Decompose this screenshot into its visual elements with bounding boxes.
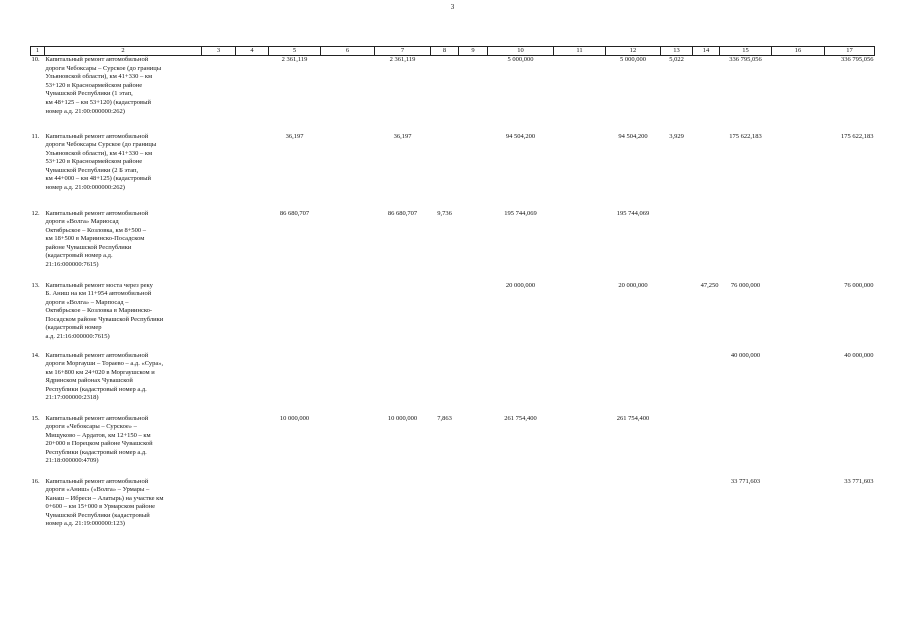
cell-col-7: 86 680,707 — [387, 209, 418, 217]
description-line: дороги Моргауши – Тораево – а.д. «Сура», — [45, 360, 164, 368]
description-line: Ядринском районах Чувашской — [45, 377, 133, 385]
cell-col-17: 175 622,183 — [841, 132, 874, 140]
cell-col-14: 47,250 — [700, 281, 719, 289]
col-header: 5 — [269, 47, 321, 56]
cell-col-11 — [554, 478, 606, 548]
cell-col-5: 2 361,119 — [281, 56, 308, 63]
col-header: 15 — [720, 47, 772, 56]
description-line: дороги «Чебоксары – Сурское» – — [45, 423, 137, 431]
cell-col-11 — [554, 415, 606, 478]
col-header: 16 — [772, 47, 825, 56]
cell-col-17: 336 795,056 — [841, 56, 874, 63]
cell-col-10: 5 000,000 — [507, 56, 534, 63]
cell-col-5 — [269, 282, 321, 352]
cell-col-15: 40 000,000 — [730, 351, 761, 359]
cell-col-11 — [554, 133, 606, 210]
cell-col-14 — [693, 210, 720, 282]
description-line: дороги Чебоксары Сурское (до границы — [45, 141, 157, 149]
cell-col-16 — [772, 133, 825, 210]
object-description — [45, 210, 202, 282]
description-line: Капитальный ремонт автомобильной — [45, 351, 149, 359]
cell-col-14 — [693, 133, 720, 210]
cell-col-17 — [825, 210, 875, 282]
cell-col-5 — [269, 352, 321, 415]
col-header: 11 — [554, 47, 606, 56]
description-line: Республики (кадастровый номер а.д. — [45, 385, 147, 393]
cell-col-11 — [554, 352, 606, 415]
description-line: дороги «Аниш» («Волга» – Урмары – — [45, 486, 150, 494]
description-line: 21:17:000000:2318) — [45, 394, 99, 402]
cell-col-17: 33 771,603 — [844, 477, 874, 485]
description-line: Октябрьское – Козловка, км 8+500 – — [45, 226, 146, 234]
table-row — [31, 478, 875, 548]
object-description — [45, 56, 202, 133]
cell-col-9 — [459, 133, 488, 210]
cell-col-8: 9,736 — [437, 209, 452, 217]
cell-col-13: 3,929 — [669, 132, 684, 140]
description-line: Капитальный ремонт автомобильной — [45, 414, 149, 422]
cell-col-11 — [554, 210, 606, 282]
col-header: 7 — [375, 47, 431, 56]
cell-col-15: 175 622,183 — [729, 132, 762, 140]
cell-col-13 — [661, 352, 693, 415]
description-line: Чувашской Республики (2 Б этап, — [45, 166, 139, 174]
cell-col-13 — [661, 282, 693, 352]
object-description — [45, 478, 202, 548]
cell-col-9 — [459, 282, 488, 352]
cell-col-16 — [772, 56, 825, 133]
row-number: 13. — [31, 281, 40, 289]
cell-col-10: 195 744,069 — [504, 209, 537, 217]
col-header: 8 — [431, 47, 459, 56]
cell-col-9 — [459, 352, 488, 415]
cell-col-7: 2 361,119 — [389, 56, 416, 63]
cell-col-15: 336 795,056 — [729, 56, 762, 63]
description-line: Б. Аниш на км 11+954 автомобильной — [45, 290, 152, 298]
description-line: Ульяновской области), км 41+330 – км — [45, 73, 153, 81]
cell-col-13: 5,022 — [669, 56, 684, 63]
cell-col-6 — [321, 56, 375, 133]
cell-col-15 — [720, 210, 772, 282]
description-line: Капитальный ремонт автомобильной — [45, 477, 149, 485]
cell-col-8 — [431, 478, 459, 548]
col-header: 4 — [236, 47, 269, 56]
table-row — [31, 133, 875, 210]
cell-col-4 — [236, 133, 269, 210]
cell-col-12: 195 744,069 — [616, 209, 650, 217]
cell-col-4 — [236, 352, 269, 415]
cell-col-9 — [459, 415, 488, 478]
description-line: 21:16:000000:7615) — [45, 261, 99, 269]
cell-col-5: 10 000,000 — [279, 414, 310, 422]
cell-col-12: 20 000,000 — [618, 281, 648, 289]
col-header: 14 — [693, 47, 720, 56]
row-number: 16. — [31, 477, 40, 485]
description-line: (кадастровый номер — [45, 324, 102, 332]
row-number: 12. — [31, 209, 40, 217]
cell-col-5: 36,197 — [285, 132, 304, 140]
description-line: 53+120 в Красноармейском районе — [45, 81, 143, 89]
cell-col-12 — [606, 478, 661, 548]
cell-col-10: 261 754,400 — [504, 414, 537, 422]
cell-col-4 — [236, 415, 269, 478]
description-line: Капитальный ремонт автомобильной — [45, 56, 149, 63]
cell-col-12: 261 754,400 — [616, 414, 650, 422]
cell-col-3 — [202, 56, 236, 133]
cell-col-8 — [431, 352, 459, 415]
col-header: 12 — [606, 47, 661, 56]
cell-col-7: 10 000,000 — [387, 414, 418, 422]
road-repair-table — [30, 46, 875, 548]
cell-col-10 — [488, 478, 554, 548]
header-row — [31, 47, 875, 56]
cell-col-4 — [236, 56, 269, 133]
col-header: 6 — [321, 47, 375, 56]
cell-col-3 — [202, 133, 236, 210]
description-line: (кадастровый номер а.д. — [45, 252, 113, 260]
row-number: 10. — [31, 56, 40, 63]
description-line: км 16+800 км 24+020 в Моргаушском и — [45, 368, 155, 376]
description-line: 0+600 – км 15+000 в Урмарском районе — [45, 503, 155, 511]
description-line: дороги «Волга» – Марпосад – — [45, 298, 129, 306]
description-line: Октябрьское – Козловка в Мариинско- — [45, 307, 153, 315]
cell-col-15: 76 000,000 — [730, 281, 761, 289]
description-line: номер а.д. 21:00:000000:262) — [45, 184, 125, 192]
cell-col-6 — [321, 352, 375, 415]
description-line: районе Чувашской Республики — [45, 243, 132, 251]
cell-col-10: 94 504,200 — [505, 132, 536, 140]
description-line: Капитальный ремонт автомобильной — [45, 209, 149, 217]
cell-col-13 — [661, 478, 693, 548]
description-line: а.д. 21:16:000000:7615) — [45, 333, 110, 341]
cell-col-14 — [693, 352, 720, 415]
cell-col-16 — [772, 282, 825, 352]
description-line: км 48+125 – км 53+120) (кадастровый — [45, 98, 151, 106]
description-line: номер а.д. 21:19:000000:123) — [45, 520, 125, 528]
cell-col-17 — [825, 415, 875, 478]
cell-col-8: 7,863 — [437, 414, 452, 422]
cell-col-16 — [772, 478, 825, 548]
description-line: Чувашской Республики (кадастровый — [45, 511, 150, 519]
cell-col-16 — [772, 352, 825, 415]
col-header: 10 — [488, 47, 554, 56]
cell-col-14 — [693, 56, 720, 133]
description-line: Ульяновской области), км 41+330 – км — [45, 149, 153, 157]
cell-col-13 — [661, 210, 693, 282]
cell-col-12 — [606, 352, 661, 415]
table-body — [31, 56, 875, 548]
object-description — [45, 352, 202, 415]
cell-col-17: 76 000,000 — [844, 281, 874, 289]
col-header: 17 — [825, 47, 875, 56]
cell-col-15 — [720, 415, 772, 478]
cell-col-12: 5 000,000 — [620, 56, 646, 63]
object-description — [45, 282, 202, 352]
cell-col-6 — [321, 415, 375, 478]
description-line: дороги «Волга» Мариосад — [45, 218, 119, 226]
table-row — [31, 210, 875, 282]
cell-col-3 — [202, 352, 236, 415]
description-line: км 44+000 – км 48+125) (кадастровый — [45, 175, 151, 183]
cell-col-16 — [772, 210, 825, 282]
cell-col-12: 94 504,200 — [618, 132, 648, 140]
row-number: 14. — [31, 351, 40, 359]
cell-col-6 — [321, 210, 375, 282]
col-header: 3 — [202, 47, 236, 56]
cell-col-3 — [202, 210, 236, 282]
description-line: Чувашской Республики (1 этап, — [45, 90, 133, 98]
col-header: 13 — [661, 47, 693, 56]
col-header: 1 — [31, 47, 45, 56]
cell-col-7 — [375, 282, 431, 352]
cell-col-10: 20 000,000 — [505, 281, 536, 289]
description-line: Капитальный ремонт автомобильной — [45, 132, 149, 140]
cell-col-4 — [236, 210, 269, 282]
cell-col-16 — [772, 415, 825, 478]
table-row — [31, 282, 875, 352]
table-row — [31, 352, 875, 415]
table-row — [31, 415, 875, 478]
cell-col-3 — [202, 415, 236, 478]
cell-col-8 — [431, 133, 459, 210]
cell-col-3 — [202, 478, 236, 548]
cell-col-10 — [488, 352, 554, 415]
cell-col-7: 36,197 — [393, 132, 412, 140]
description-line: 53+120 в Красноармейском районе — [45, 158, 143, 166]
description-line: 21:18:000000:4709) — [45, 457, 99, 465]
cell-col-11 — [554, 282, 606, 352]
description-line: Канаш – Ибреси – Алатырь) на участке км — [45, 494, 164, 502]
cell-col-14 — [693, 415, 720, 478]
cell-col-9 — [459, 210, 488, 282]
description-line: Капитальный ремонт моста через реку — [45, 281, 153, 289]
cell-col-6 — [321, 133, 375, 210]
col-header: 2 — [45, 47, 202, 56]
cell-col-6 — [321, 478, 375, 548]
row-number: 11. — [31, 132, 40, 140]
description-line: номер а.д. 21:00:000000:262) — [45, 107, 125, 115]
cell-col-17: 40 000,000 — [844, 351, 874, 359]
cell-col-5: 86 680,707 — [279, 209, 310, 217]
cell-col-4 — [236, 282, 269, 352]
cell-col-11 — [554, 56, 606, 133]
cell-col-5 — [269, 478, 321, 548]
description-line: км 18+500 в Мариинско-Посадском — [45, 235, 145, 243]
col-header: 9 — [459, 47, 488, 56]
cell-col-7 — [375, 352, 431, 415]
cell-col-6 — [321, 282, 375, 352]
cell-col-8 — [431, 56, 459, 133]
cell-col-9 — [459, 478, 488, 548]
page-number: 3 — [450, 3, 455, 11]
cell-col-9 — [459, 56, 488, 133]
cell-col-14 — [693, 478, 720, 548]
object-description — [45, 415, 202, 478]
cell-col-13 — [661, 415, 693, 478]
description-line: Мищуково – Ардатов, км 12+150 – км — [45, 431, 151, 439]
cell-col-7 — [375, 478, 431, 548]
row-number: 15. — [31, 414, 40, 422]
cell-col-4 — [236, 478, 269, 548]
description-line: 20+000 в Порецком районе Чувашской — [45, 440, 153, 448]
description-line: Республики (кадастровый номер а.д. — [45, 448, 147, 456]
object-description — [45, 133, 202, 210]
table-row — [31, 56, 875, 133]
description-line: Посадском районе Чувашской Республики — [45, 315, 164, 323]
description-line: дороги Чебоксары – Сурское (до границы — [45, 64, 162, 72]
cell-col-15: 33 771,603 — [730, 477, 761, 485]
cell-col-3 — [202, 282, 236, 352]
cell-col-8 — [431, 282, 459, 352]
